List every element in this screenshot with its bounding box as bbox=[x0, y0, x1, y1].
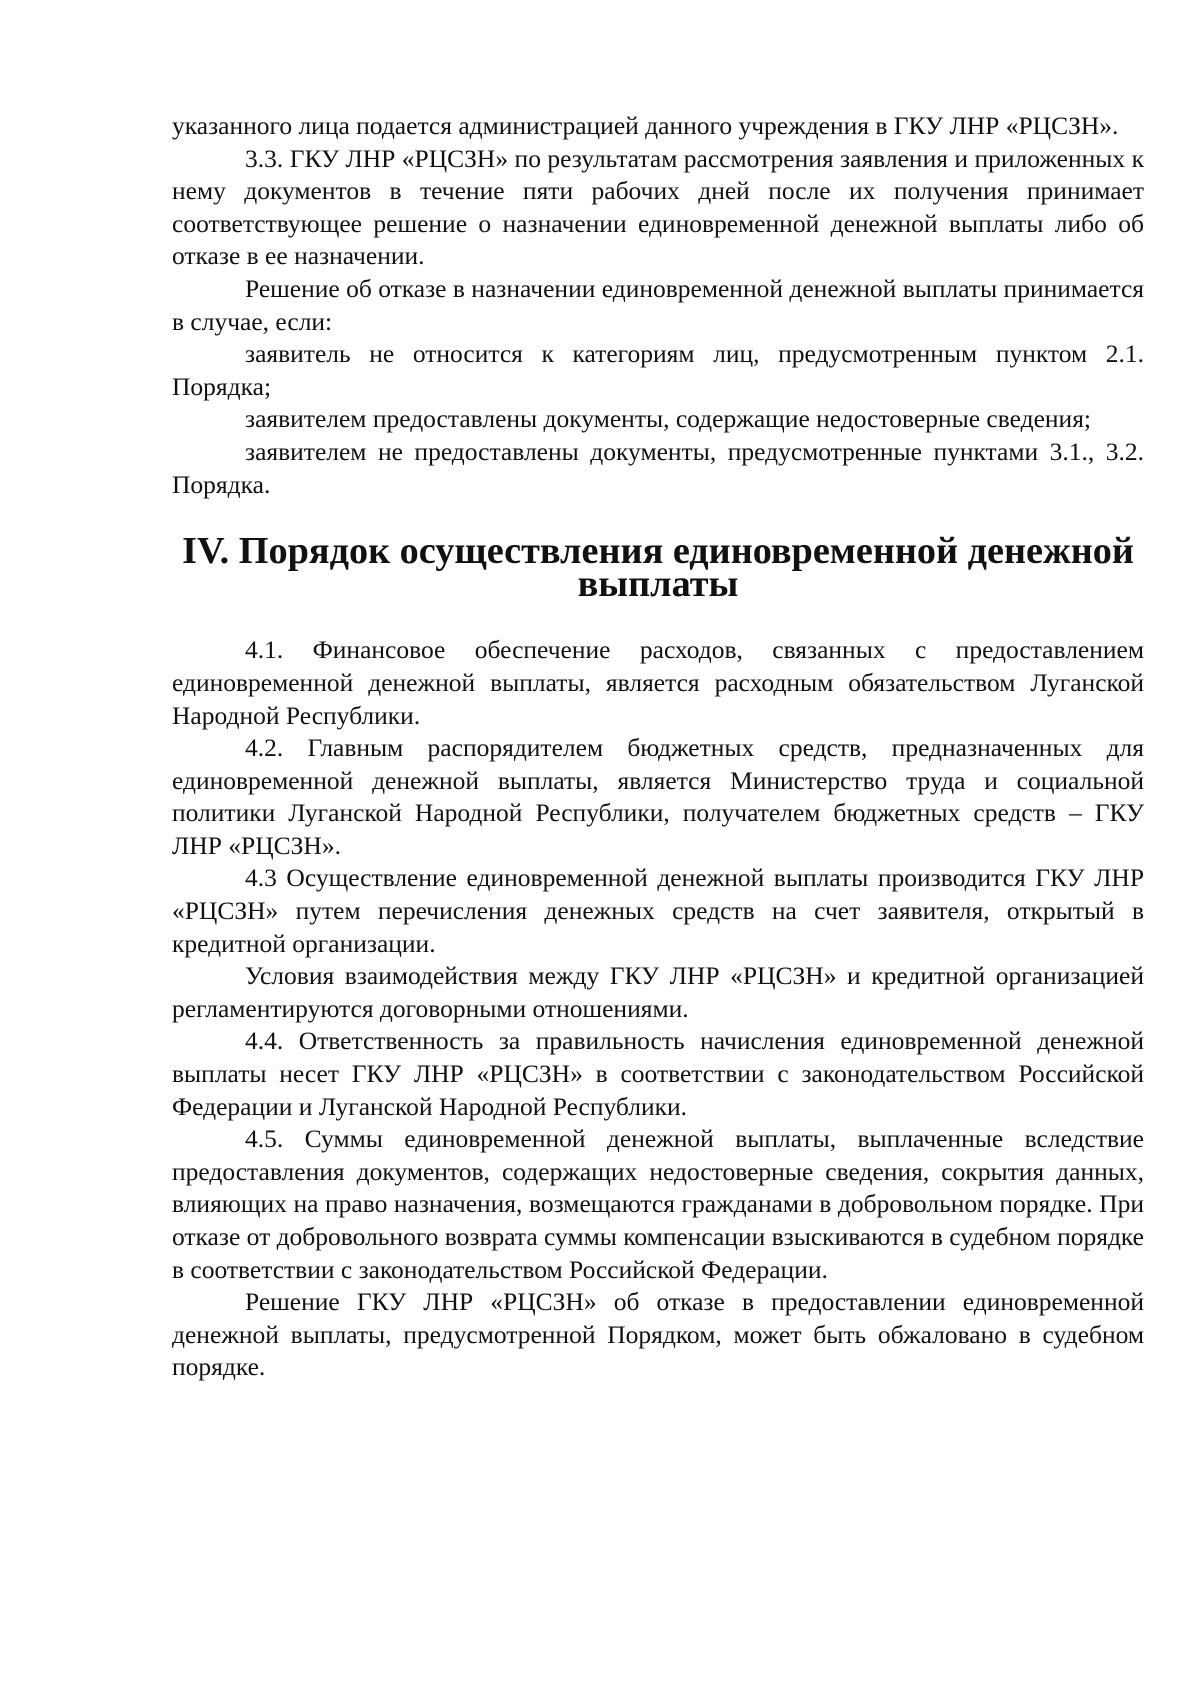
paragraph-refusal-case-1: заявитель не относится к категориям лиц, предусмотренным пунктом 2.1. Порядка; bbox=[172, 339, 1144, 401]
paragraph-refusal-case-3: заявителем не предоставлены документы, предусмотренные пунктами 3.1., 3.2. Порядка. bbox=[172, 436, 1144, 499]
paragraph-refusal-intro: Решение об отказе в назначении единовременной денежной выплаты принимается в случае, если: bbox=[172, 273, 1144, 336]
paragraph-4-3-conditions: Условия взаимодействия между ГКУ ЛНР «РЦСЗН» и кредитной организацией регламентируются договорными отношениями. bbox=[172, 961, 1144, 1023]
paragraph-4-3: 4.3 Осуществление единовременной денежной выплаты производится ГКУ ЛНР «РЦСЗН» путем перечисления денежных средств на счет заявителя, открытый в кредитной организации. bbox=[172, 863, 1144, 958]
paragraph-4-5: 4.5. Суммы единовременной денежной выплаты, выплаченные вследствие предоставления документов, содержащих недостоверные сведения, сокрытия данных, влияющих на право назначения, возмещаются гражданами в добровольном порядке. При отказе от добровольного возврата суммы компенсации взыскиваются в судебном порядке в соответствии с законодательством Российской Федерации. bbox=[172, 1124, 1144, 1284]
paragraph-3-3: 3.3. ГКУ ЛНР «РЦСЗН» по результатам рассмотрения заявления и приложенных к нему документов в течение пяти рабочих дней после их получения принимает соответствующее решение о назначении единовременной денежной выплаты либо об отказе в ее назначении. bbox=[172, 143, 1144, 271]
paragraph-4-2: 4.2. Главным распорядителем бюджетных средств, предназначенных для единовременной денежной выплаты, является Министерство труда и социальной политики Луганской Народной Республики, получателем бюджетных средств – ГКУ ЛНР «РЦСЗН». bbox=[172, 733, 1144, 860]
paragraph-refusal-case-2: заявителем предоставлены документы, содержащие недостоверные сведения; bbox=[245, 404, 1092, 434]
paragraph-4-4: 4.4. Ответственность за правильность начисления единовременной денежной выплаты несет ГКУ ЛНР «РЦСЗН» в соответствии с законодательством Российской Федерации и Луганской Народной Республики. bbox=[172, 1026, 1144, 1121]
paragraph-4-1: 4.1. Финансовое обеспечение расходов, связанных с предоставлением единовременной денежной выплаты, является расходным обязательством Луганской Народной Республики. bbox=[172, 635, 1144, 730]
paragraph-continuation: указанного лица подается администрацией данного учреждения в ГКУ ЛНР «РЦСЗН». bbox=[172, 111, 1119, 140]
paragraph-appeal: Решение ГКУ ЛНР «РЦСЗН» об отказе в предоставлении единовременной денежной выплаты, предусмотренной Порядком, может быть обжаловано в судебном порядке. bbox=[172, 1287, 1144, 1382]
document-body bbox=[172, 110, 1144, 1384]
section-iv-heading: IV. Порядок осуществления единовременной денежной выплаты bbox=[182, 530, 1134, 605]
